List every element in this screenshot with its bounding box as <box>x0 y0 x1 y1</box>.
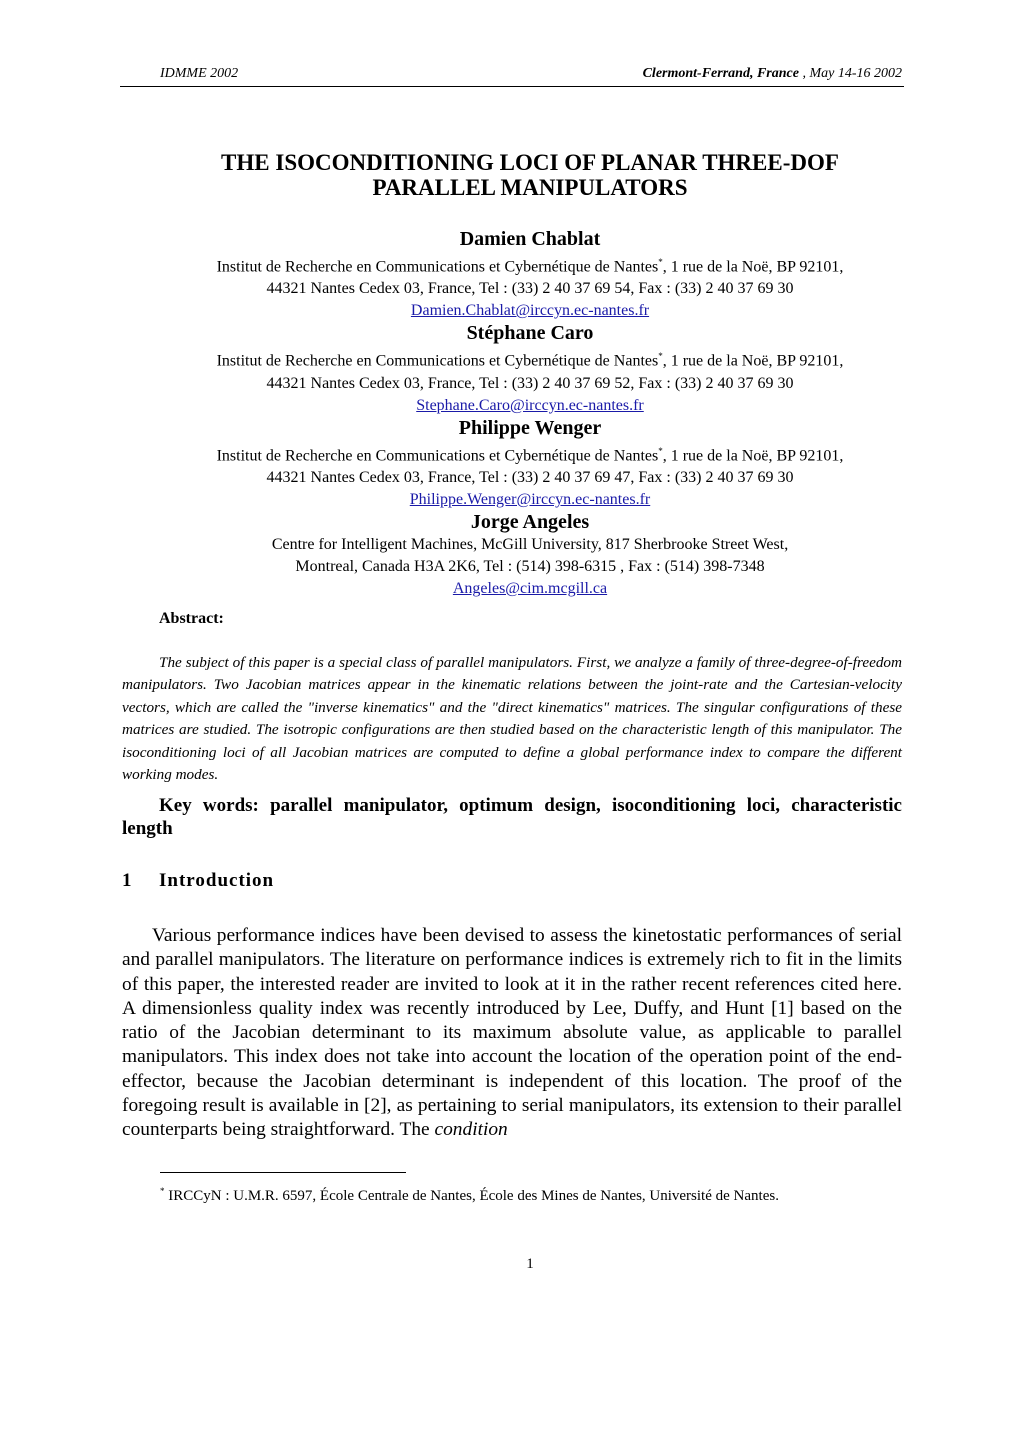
author-name: Philippe Wenger <box>458 416 602 439</box>
author-email-link[interactable]: Angeles@cim.mcgill.ca <box>452 579 608 597</box>
section-number: 1 <box>122 870 133 891</box>
author-contact: 44321 Nantes Cedex 03, France, Tel : (33) 2 40 37 69 52, Fax : (33) 2 40 37 69 30 <box>266 374 794 392</box>
header-conference: IDMME 2002 <box>160 66 239 81</box>
author-affiliation: Institut de Recherche en Communications et Cybernétique de Nantes*, 1 rue de la Noë, BP 92101, <box>216 351 844 370</box>
author-wenger <box>120 417 940 511</box>
author-angeles <box>120 511 940 600</box>
author-contact: Montreal, Canada H3A 2K6, Tel : (514) 398-6315 , Fax : (514) 398-7348 <box>295 557 765 575</box>
author-email-link[interactable]: Stephane.Caro@irccyn.ec-nantes.fr <box>416 396 644 414</box>
title-line-1: THE ISOCONDITIONING LOCI OF PLANAR THREE-DOF <box>221 150 839 175</box>
header-location-date <box>643 66 902 82</box>
author-affiliation: Institut de Recherche en Communications et Cybernétique de Nantes*, 1 rue de la Noë, BP 92101, <box>216 257 844 276</box>
author-name: Damien Chablat <box>459 228 601 250</box>
footnote-divider <box>160 1172 406 1173</box>
intro-paragraph <box>122 924 902 1143</box>
author-chablat <box>120 228 940 322</box>
footnote-text: IRCCyN : U.M.R. 6597, École Centrale de Nantes, École des Mines de Nantes, Université de Nantes. <box>164 1188 779 1204</box>
author-affiliation: Institut de Recherche en Communications et Cybernétique de Nantes*, 1 rue de la Noë, BP 92101, <box>216 445 844 464</box>
author-name: Jorge Angeles <box>470 510 590 533</box>
running-header <box>120 66 904 87</box>
footnote-marker: * <box>658 257 663 267</box>
author-name: Stéphane Caro <box>466 322 594 345</box>
footnote-marker: * <box>658 445 663 456</box>
footnote <box>160 1186 779 1205</box>
header-location: Clermont-Ferrand, France <box>642 66 799 81</box>
keywords: Key words: parallel manipulator, optimum design, isoconditioning loci, characteristic length <box>122 795 902 839</box>
author-email-link[interactable]: Damien.Chablat@irccyn.ec-nantes.fr <box>410 302 650 320</box>
footnote-mark: * <box>160 1186 165 1196</box>
section-heading <box>122 870 274 892</box>
section-title: Introduction <box>159 870 275 891</box>
author-contact: 44321 Nantes Cedex 03, France, Tel : (33) 2 40 37 69 54, Fax : (33) 2 40 37 69 30 <box>266 280 794 298</box>
author-contact: 44321 Nantes Cedex 03, France, Tel : (33) 2 40 37 69 47, Fax : (33) 2 40 37 69 30 <box>266 468 794 486</box>
abstract-text: The subject of this paper is a special class of parallel manipulators. First, we analyze a family of three-degree-of-freedom manipulators. Two Jacobian matrices appear in the kinematic relations between the joint-rate and the Cartesian-velocity vectors, which are called the "inverse kinematics" and the "direct kinematics" matrices. The singular configurations of these matrices are studied. The isotropic configurations are then studied based on the characteristic length of this manipulator. The isoconditioning loci of all Jacobian matrices are computed to define a global performance index to compare the different working modes. <box>122 654 902 784</box>
title-line-2: PARALLEL MANIPULATORS <box>372 175 688 200</box>
intro-text: Various performance indices have been devised to assess the kinetostatic performances of serial and parallel manipulators. The literature on performance indices is extremely rich to fit in the limits of this paper, the interested reader are invited to look at it in the rather recent references cited here. A dimensionless quality index was recently introduced by Lee, Duffy, and Hunt [1] based on the ratio of the Jacobian determinant to its maximum absolute value, as applicable to parallel manipulators. This index does not take into account the location of the operation point of the end-effector, because the Jacobian determinant is independent of this location. The proof of the foregoing result is available in [2], as pertaining to serial manipulators, its extension to their parallel counterparts being straightforward. The <box>122 925 903 1141</box>
header-date: , May 14-16 2002 <box>798 66 902 81</box>
page-number: 1 <box>526 1256 534 1272</box>
paper-title <box>120 150 940 200</box>
abstract-label: Abstract: <box>159 610 224 627</box>
author-email-link[interactable]: Philippe.Wenger@irccyn.ec-nantes.fr <box>409 490 651 508</box>
author-affiliation: Centre for Intelligent Machines, McGill University, 817 Sherbrooke Street West, <box>271 535 789 553</box>
footnote-marker: * <box>658 351 663 362</box>
author-caro <box>120 322 940 416</box>
intro-italic-word: condition <box>434 1119 508 1141</box>
author-list <box>120 228 940 600</box>
